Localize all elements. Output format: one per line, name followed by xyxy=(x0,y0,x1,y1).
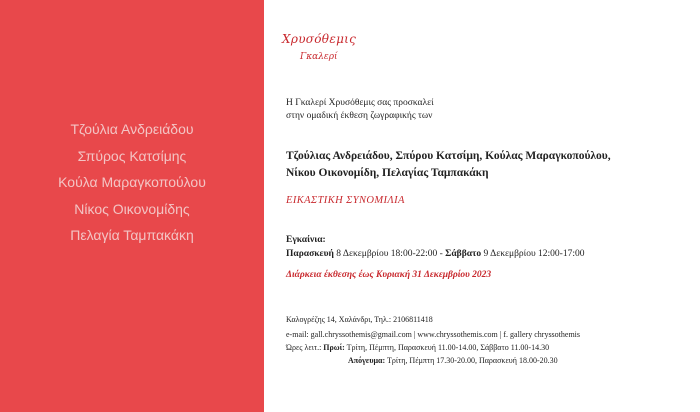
artist-name: Σπύρος Κατσίμης xyxy=(77,147,187,164)
opening-hours-morning xyxy=(286,343,549,352)
opening-day: Σάββατο xyxy=(445,249,482,259)
left-color-panel xyxy=(0,0,264,412)
hours-label: Ώρες λειτ.: xyxy=(286,343,324,352)
online-contacts: e-mail: gall.chryssothemis@gmail.com | www.chryssothemis.com | f. gallery chryssothemis xyxy=(286,330,580,339)
logo-subtitle: Γκαλερί xyxy=(300,52,338,62)
exhibition-duration: Διάρκεια έκθεσης έως Κυριακή 31 Δεκεμβρίου 2023 xyxy=(286,270,492,280)
artist-name: Πελαγία Ταμπακάκη xyxy=(70,227,194,243)
artist-list xyxy=(0,116,264,249)
artist-name: Νίκος Οικονομίδης xyxy=(74,200,190,217)
opening-date: 9 Δεκεμβρίου 12:00-17:00 xyxy=(481,249,585,259)
morning-label: Πρωί: xyxy=(323,343,345,352)
invitation-line: στην ομαδική έκθεση ζωγραφικής των xyxy=(286,111,433,121)
gallery-logo xyxy=(282,32,372,72)
opening-dates xyxy=(286,249,585,259)
artists-line: Νίκου Οικονομίδη, Πελαγίας Ταμπακάκη xyxy=(286,167,489,179)
afternoon-label: Απόγευμα: xyxy=(348,356,386,365)
artist-name: Κούλα Μαραγκοπούλου xyxy=(58,174,206,190)
invitation-line: Η Γκαλερί Χρυσόθεμις σας προσκαλεί xyxy=(286,98,434,108)
opening-label: Εγκαίνια: xyxy=(286,235,326,245)
exhibition-title: ΕΙΚΑΣΤΙΚΗ ΣΥΝΟΜΙΛΙΑ xyxy=(286,195,405,206)
opening-date: 8 Δεκεμβρίου 18:00-22:00 - xyxy=(333,249,446,259)
afternoon-hours: Τρίτη, Πέμπτη 17.30-20.00, Παρασκευή 18.00-20.30 xyxy=(385,356,558,365)
morning-hours: Τρίτη, Πέμπτη, Παρασκευή 11.00-14.00, Σάββατο 11.00-14.30 xyxy=(344,343,550,352)
artists-line: Τζούλιας Ανδρειάδου, Σπύρου Κατσίμη, Κούλας Μαραγκοπούλου, xyxy=(286,150,611,162)
logo-wordmark: Χρυσόθεμις xyxy=(282,32,357,46)
address: Καλογρέζης 14, Χαλάνδρι, Τηλ.: 2106811418 xyxy=(286,315,433,324)
opening-day: Παρασκευή xyxy=(286,249,334,259)
opening-hours-afternoon xyxy=(348,356,558,365)
artist-name: Τζούλια Ανδρειάδου xyxy=(70,121,194,137)
